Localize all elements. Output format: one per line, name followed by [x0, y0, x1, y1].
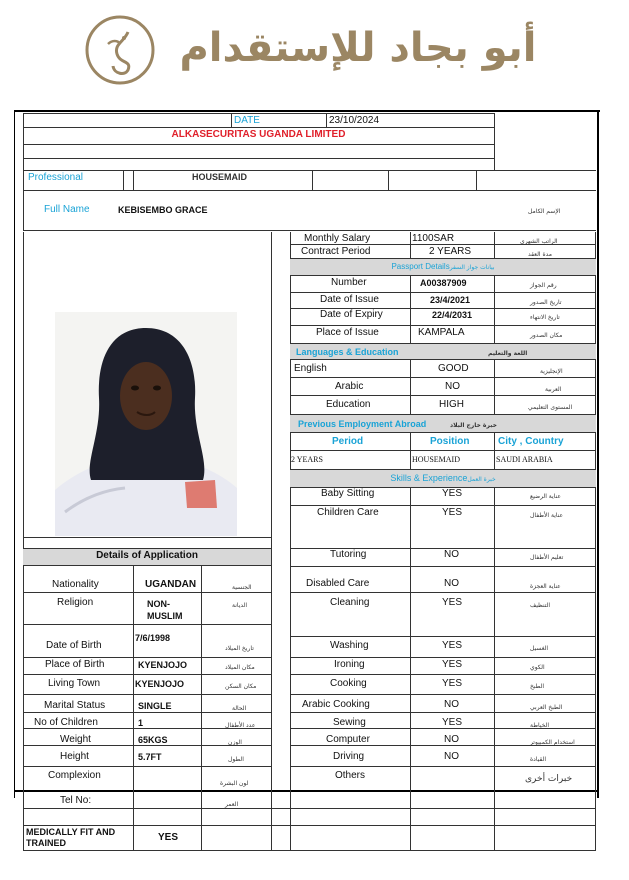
- nationality-label: Nationality: [52, 579, 99, 590]
- skill-label-ar: خبرات أخرى: [525, 774, 573, 784]
- weight-value: 65KGS: [138, 735, 168, 745]
- tel-ar: العمر: [225, 801, 239, 808]
- skill-value: YES: [442, 597, 463, 608]
- skill-value: YES: [442, 488, 463, 499]
- skill-label-ar: عناية الرضيع: [530, 493, 561, 500]
- height-label: Height: [60, 751, 89, 762]
- full-name-ar: الإسم الكامل: [528, 208, 561, 215]
- employment-col-country: City , Country: [498, 436, 564, 447]
- religion-ar: الديانة: [232, 602, 248, 609]
- employment-header-ar: خبرة خارج البلاد: [450, 422, 497, 429]
- weight-ar: الوزن: [228, 739, 242, 746]
- issue-date-label: Date of Issue: [320, 294, 379, 305]
- professional-value: HOUSEMAID: [192, 172, 248, 182]
- skill-value: NO: [444, 751, 459, 762]
- skill-value: NO: [444, 699, 459, 710]
- place-of-issue-ar: مكان الصدور: [530, 332, 563, 339]
- monthly-salary-ar: الراتب الشهري: [520, 238, 558, 245]
- weight-label: Weight: [60, 734, 91, 745]
- children-value: 1: [138, 718, 144, 728]
- skill-label-ar: الخياطة: [530, 722, 549, 729]
- expiry-date-ar: تاريخ الانتهاء: [530, 314, 560, 321]
- employment-col-period: Period: [332, 436, 364, 447]
- skill-value: YES: [442, 659, 463, 670]
- expiry-date-value: 22/4/2031: [432, 310, 473, 320]
- languages-header-ar: اللغة والتعليم: [488, 350, 528, 357]
- skill-label-ar: الطبخ: [530, 683, 545, 690]
- complexion-label: Complexion: [48, 770, 101, 781]
- skill-value: NO: [444, 549, 459, 560]
- skill-label-ar: تعليم الأطفال: [530, 554, 564, 561]
- religion-label: Religion: [57, 597, 94, 608]
- skill-value: YES: [442, 640, 463, 651]
- contract-period-label: Contract Period: [301, 246, 371, 257]
- passport-header: Passport Detailsبيانات جواز السفر: [391, 262, 495, 271]
- skill-label: Sewing: [333, 717, 366, 728]
- pob-ar: مكان الميلاد: [225, 664, 255, 671]
- skill-label: Others: [335, 770, 366, 781]
- skill-label: Arabic Cooking: [302, 699, 370, 710]
- skill-label: Baby Sitting: [321, 488, 375, 499]
- monthly-salary-value: 1100SAR: [412, 233, 455, 244]
- marital-status-value: SINGLE: [138, 701, 172, 711]
- issue-date-value: 23/4/2021: [430, 295, 471, 305]
- religion-value: NON-MUSLIM: [147, 599, 183, 621]
- children-ar: عدد الأطفال: [225, 722, 256, 729]
- passport-number-label: Number: [331, 277, 367, 288]
- skills-header: Skills & Experienceخبرة العمل: [390, 473, 496, 483]
- children-label: No of Children: [34, 717, 98, 728]
- arabic-value: NO: [445, 381, 460, 392]
- education-label: Education: [326, 399, 371, 410]
- passport-number-value: A00387909: [420, 278, 467, 288]
- person-photo-icon: [55, 312, 237, 536]
- skill-value: YES: [442, 678, 463, 689]
- living-town-value: KYENJOJO: [135, 679, 185, 689]
- skill-label: Cleaning: [330, 597, 370, 608]
- candidate-photo: [55, 312, 237, 536]
- employment-period: 2 YEARS: [291, 455, 323, 464]
- education-value: HIGH: [439, 399, 464, 410]
- skill-label-ar: استخدام الكمبيوتر: [530, 739, 575, 746]
- skill-value: YES: [442, 507, 463, 518]
- dob-ar: تاريخ الميلاد: [225, 645, 254, 652]
- languages-header: Languages & Education: [296, 347, 399, 357]
- arabic-label: Arabic: [335, 381, 364, 392]
- marital-status-label: Marital Status: [44, 700, 106, 711]
- agency-name: ALKASECURITAS UGANDA LIMITED: [171, 129, 346, 140]
- expiry-date-label: Date of Expiry: [320, 309, 383, 320]
- dob-label: Date of Birth: [46, 640, 102, 651]
- pob-label: Place of Birth: [45, 659, 105, 670]
- height-ar: الطول: [228, 756, 244, 763]
- medical-label: MEDICALLY FIT AND TRAINED: [26, 827, 116, 848]
- skill-label: Driving: [333, 751, 365, 762]
- skill-label: Tutoring: [330, 549, 367, 560]
- logo: [84, 14, 156, 86]
- skill-label: Children Care: [317, 507, 379, 518]
- application-header: Details of Application: [96, 550, 198, 561]
- professional-label: Professional: [28, 172, 84, 183]
- education-ar: المستوى التعليمي: [528, 404, 573, 411]
- skill-label-ar: التنظيف: [530, 602, 551, 609]
- marital-status-ar: الحالة: [232, 705, 247, 712]
- skill-label: Washing: [330, 640, 369, 651]
- date-value: 23/10/2024: [329, 115, 380, 126]
- english-label: English: [294, 363, 327, 374]
- skill-value: YES: [442, 717, 463, 728]
- date-label: DATE: [234, 115, 260, 126]
- skill-label-ar: الكوي: [530, 664, 545, 671]
- full-name-value: KEBISEMBO GRACE: [118, 205, 208, 215]
- skill-label-ar: عناية العجزة: [530, 583, 561, 590]
- english-value: GOOD: [438, 363, 469, 374]
- tel-label: Tel No:: [60, 795, 92, 806]
- full-name-label: Full Name: [44, 204, 90, 215]
- employment-country: SAUDI ARABIA: [496, 455, 553, 464]
- skill-label-ar: القيادة: [530, 756, 546, 763]
- issue-date-ar: تاريخ الصدور: [530, 299, 562, 306]
- monthly-salary-label: Monthly Salary: [304, 233, 371, 244]
- skill-value: NO: [444, 734, 459, 745]
- passport-number-ar: رقم الجواز: [530, 282, 557, 289]
- english-ar: الإنجليزية: [540, 368, 563, 375]
- living-town-label: Living Town: [48, 678, 101, 689]
- living-town-ar: مكان السكن: [225, 683, 257, 690]
- complexion-ar: لون البشرة: [220, 780, 249, 787]
- nationality-value: UGANDAN: [145, 579, 197, 590]
- medical-value: YES: [158, 832, 179, 843]
- contract-period-value: 2 YEARS: [429, 246, 472, 257]
- skill-label-ar: الطبخ العربي: [530, 704, 563, 711]
- dob-value: 7/6/1998: [135, 633, 171, 643]
- skill-label-ar: الغسيل: [530, 645, 549, 652]
- skill-label: Computer: [326, 734, 370, 745]
- height-value: 5.7FT: [138, 752, 162, 762]
- contract-period-ar: مدة العقد: [528, 251, 552, 258]
- skill-value: NO: [444, 578, 459, 589]
- place-of-issue-value: KAMPALA: [418, 327, 465, 338]
- skill-label: Cooking: [330, 678, 367, 689]
- employment-position: HOUSEMAID: [412, 455, 460, 464]
- employment-col-position: Position: [430, 436, 470, 447]
- skill-label-ar: عناية الأطفال: [530, 512, 564, 519]
- place-of-issue-label: Place of Issue: [316, 327, 379, 338]
- skill-label: Ironing: [334, 659, 365, 670]
- pob-value: KYENJOJO: [138, 660, 188, 670]
- employment-header: Previous Employment Abroad: [298, 419, 427, 429]
- brand-name: أبو بجاد للإستقدام: [179, 25, 537, 71]
- skill-label: Disabled Care: [306, 578, 370, 589]
- nationality-ar: الجنسية: [232, 584, 252, 591]
- arabic-ar: العربية: [545, 386, 562, 393]
